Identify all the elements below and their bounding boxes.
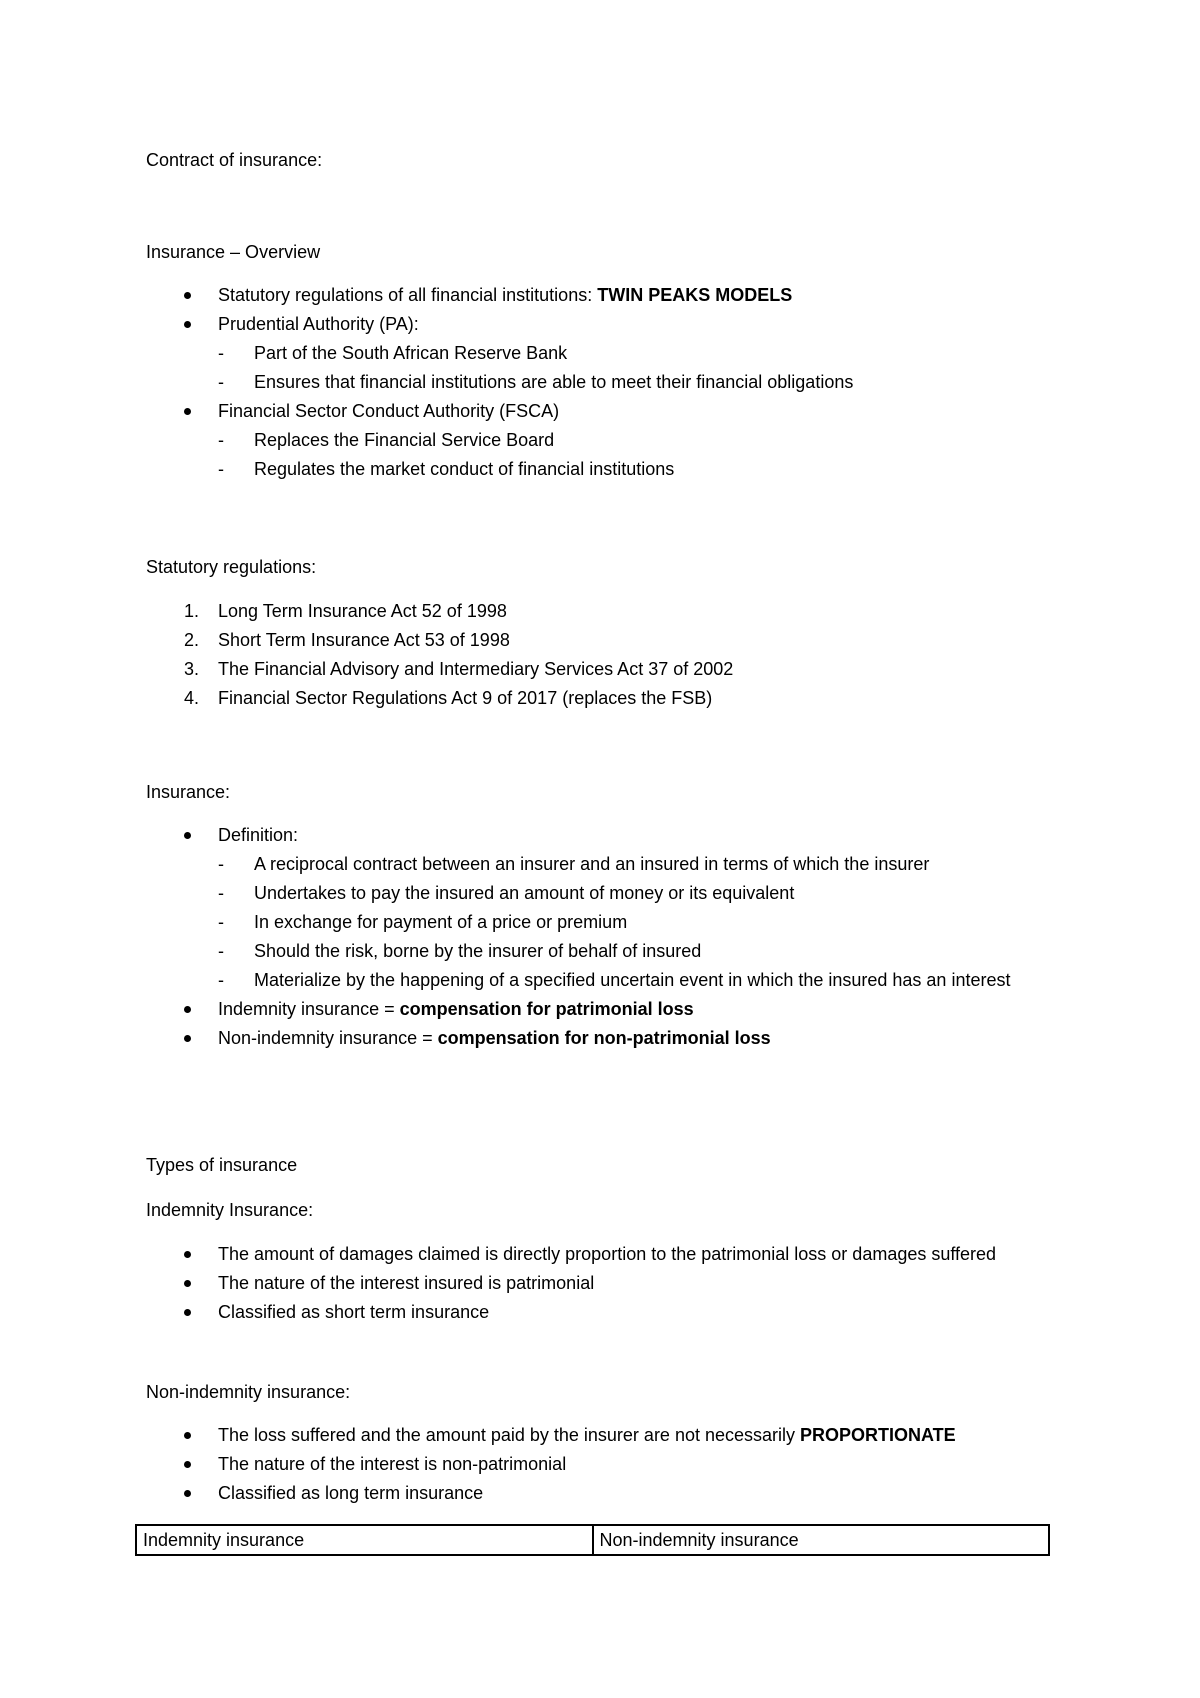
insurance-list <box>146 821 1046 1053</box>
types-heading: Types of insurance <box>146 1155 298 1175</box>
sub-list-item: - A reciprocal contract between an insurer and an insured in terms of which the insurer <box>218 854 930 874</box>
statutory-heading: Statutory regulations: <box>146 557 317 577</box>
bullet-icon <box>184 1240 204 1269</box>
bullet-icon <box>184 310 204 339</box>
table-header-nonindemnity: Non-indemnity insurance <box>593 1525 1050 1555</box>
sub-list-item: - Ensures that financial institutions are able to meet their financial obligations <box>218 372 854 392</box>
list-item: Classified as short term insurance <box>146 1298 1046 1327</box>
list-number: 1. <box>184 601 200 621</box>
sub-list-item: - In exchange for payment of a price or premium <box>218 912 628 932</box>
list-item: Prudential Authority (PA): - Part of the South African Reserve Bank - Ensures that financial institutions are able to meet their financial obligations <box>146 310 1046 397</box>
list-number: 4. <box>184 688 200 708</box>
list-item: Financial Sector Conduct Authority (FSCA) - Replaces the Financial Service Board - Regulates the market conduct of financial institutions <box>146 397 1046 484</box>
nonindemnity-list <box>146 1421 1086 1508</box>
indemnity-heading: Indemnity Insurance: <box>146 1200 314 1220</box>
list-item: Non-indemnity insurance = compensation for non-patrimonial loss <box>146 1024 1046 1053</box>
list-item: The loss suffered and the amount paid by the insurer are not necessarily PROPORTIONATE <box>146 1421 1086 1450</box>
list-item: The nature of the interest insured is patrimonial <box>146 1269 1046 1298</box>
bullet-icon <box>184 1479 204 1508</box>
bullet-icon <box>184 281 204 310</box>
insurance-heading: Insurance: <box>146 782 231 802</box>
document-title: Contract of insurance: <box>146 150 323 170</box>
sub-list-item: - Replaces the Financial Service Board <box>218 430 555 450</box>
nonindemnity-heading: Non-indemnity insurance: <box>146 1382 351 1402</box>
sub-list <box>218 850 1046 995</box>
list-item: Definition: - A reciprocal contract between an insurer and an insured in terms of which the insurer - Undertakes to pay the insured an amount of money or its equivalent - In exchange for payment of a price or premium - Should the risk, borne by the insurer of behalf of insured - Materialize by the happening of a specified uncertain event in which the insured has an interest <box>146 821 1046 995</box>
table-header-indemnity: Indemnity insurance <box>136 1525 593 1555</box>
list-number: 2. <box>184 630 200 650</box>
list-item: 4. Financial Sector Regulations Act 9 of 2017 (replaces the FSB) <box>146 684 1046 713</box>
bullet-icon <box>184 1450 204 1479</box>
indemnity-list <box>146 1240 1046 1327</box>
list-item: The amount of damages claimed is directly proportion to the patrimonial loss or damages suffered <box>146 1240 1048 1269</box>
list-item: Classified as long term insurance <box>146 1479 1086 1508</box>
overview-list <box>146 281 1046 484</box>
list-item: The nature of the interest is non-patrimonial <box>146 1450 1086 1479</box>
list-item: Statutory regulations of all financial institutions: TWIN PEAKS MODELS <box>146 281 1046 310</box>
bullet-icon <box>184 1269 204 1298</box>
list-item: 1. Long Term Insurance Act 52 of 1998 <box>146 597 1046 626</box>
list-item: 2. Short Term Insurance Act 53 of 1998 <box>146 626 1046 655</box>
comparison-table <box>135 1524 1050 1556</box>
bullet-icon <box>184 1298 204 1327</box>
list-item: Indemnity insurance = compensation for patrimonial loss <box>146 995 1046 1024</box>
sub-list-item: - Should the risk, borne by the insurer of behalf of insured <box>218 941 702 961</box>
sub-list <box>218 339 1046 397</box>
list-number: 3. <box>184 659 200 679</box>
list-item: 3. The Financial Advisory and Intermediary Services Act 37 of 2002 <box>146 655 1046 684</box>
sub-list-item: - Materialize by the happening of a specified uncertain event in which the insured has an interest <box>218 970 1011 990</box>
statutory-list <box>146 597 1046 713</box>
bullet-icon <box>184 397 204 426</box>
overview-heading: Insurance – Overview <box>146 242 321 262</box>
bullet-icon <box>184 1421 204 1450</box>
bullet-icon <box>184 1024 204 1053</box>
sub-list-item: - Regulates the market conduct of financial institutions <box>218 459 675 479</box>
table-header-row <box>136 1525 1049 1555</box>
bullet-icon <box>184 995 204 1024</box>
bullet-icon <box>184 821 204 850</box>
sub-list-item: - Part of the South African Reserve Bank <box>218 343 568 363</box>
sub-list-item: - Undertakes to pay the insured an amount of money or its equivalent <box>218 883 795 903</box>
sub-list <box>218 426 1046 484</box>
